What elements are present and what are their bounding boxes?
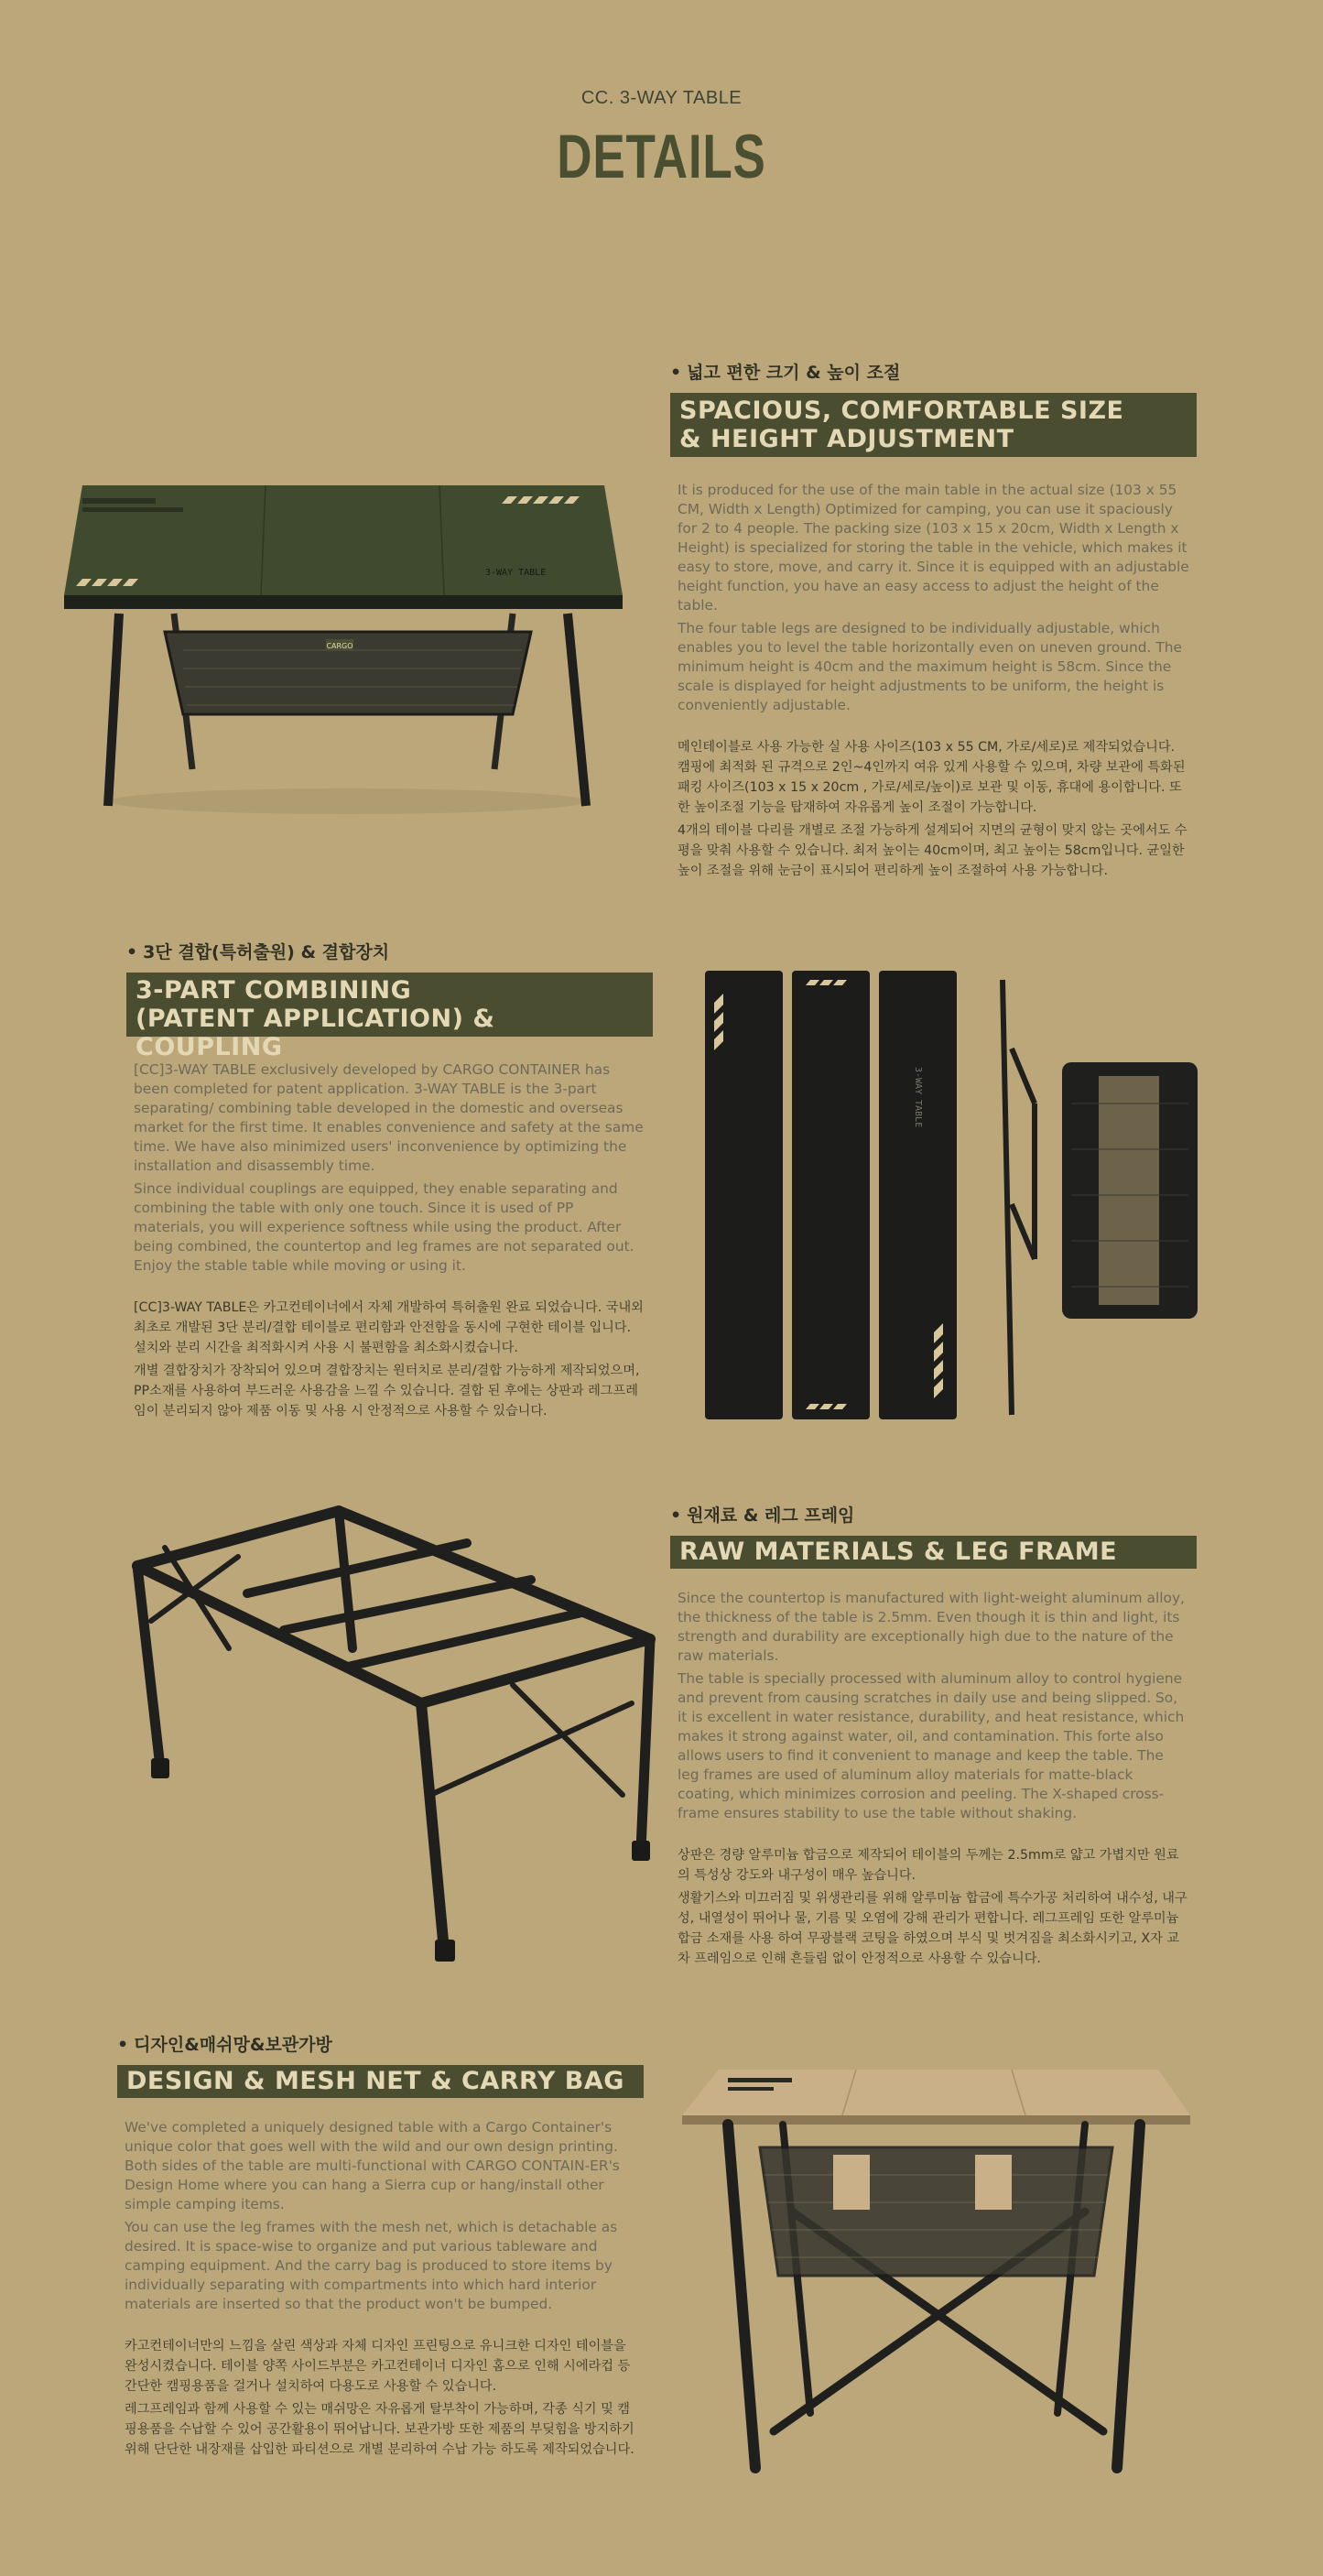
ko-paragraph: 카고컨테이너만의 느낌을 살린 색상과 자체 디자인 프린팅으로 유니크한 디자인 테이블을 완성시켰습니다. 테이블 양쪽 사이드부분은 카고컨테이너 디자인 홈으로 인해 시에라컵 등 간단한 캠핑용품을 걸거나 설치하여 다용도로 사용할 수 있습니다. — [125, 2339, 631, 2394]
en-heading-line: RAW MATERIALS & LEG FRAME — [679, 1538, 1118, 1566]
en-heading-line: 3-PART COMBINING — [136, 976, 412, 1005]
section-en-heading — [126, 973, 653, 1061]
ko-paragraph: 생활기스와 미끄러짐 및 위생관리를 위해 알루미늄 합금에 특수가공 처리하여 내수성, 내구성, 내열성이 뛰어나 물, 기름 및 오염에 강해 관리가 편합니다. 레그프레임 또한 알루미늄 합금 소재를 사용 하여 무광블랙 코팅을 하였으며 부식 및 벗겨짐을 최소화시키고, X자 교차 프레임으로 인해 흔들림 없이 안정적으로 사용할 수 있습니다. — [678, 1891, 1187, 1966]
en-paragraph: [CC]3-WAY TABLE exclusively developed by CARGO CONTAINER has been completed for patent application. 3-WAY TABLE is the 3-part separating/ combining table developed in the domestic and overseas market for the first time. It enables convenience and safety at the same time. We have also minimized users' inconvenience by optimizing the installation and disassembly time. — [134, 1061, 644, 1174]
section-ko-heading: • 원재료 & 레그 프레임 — [670, 1502, 1197, 1527]
section-size-height — [670, 359, 1197, 884]
table-print-text: 3-WAY TABLE — [485, 568, 547, 578]
en-heading-line: & HEIGHT ADJUSTMENT — [679, 425, 1014, 453]
page-subtitle: CC. 3-WAY TABLE — [580, 88, 743, 108]
en-paragraph: The table is specially processed with aluminum alloy to control hygiene and prevent from causing scratches in daily use and being slipped. So, it is excellent in water resistance, durability, and heat resistance, which makes it strong against water, oil, and contamination. This forte also allows users to find it convenient to manage and keep the table. The leg frames are used of aluminum alloy materials for matte-black coating, which minimizes corrosion and peeling. The X-shaped cross-frame ensures stability to use the table without shaking. — [678, 1670, 1185, 1821]
en-paragraph: The four table legs are designed to be individually adjustable, which enables you to level the table horizontally even on uneven ground. The minimum height is 40cm and the maximum height is 58cm. Since the scale is displayed for height adjustments to be uniform, the height is conveniently adjustable. — [678, 620, 1182, 713]
en-heading-line: (PATENT APPLICATION) & COUPLING — [136, 1005, 495, 1061]
en-paragraph: We've completed a uniquely designed table with a Cargo Container's unique color that goes well with the wild and our own design printing. Both sides of the table are multi-functional with CARGO CONTAIN-ER's Design Home where you can hang a Sierra cup or hang/install other simple camping items. — [125, 2119, 620, 2212]
section-en-heading — [670, 393, 1197, 457]
ko-paragraph: 레그프레임과 함께 사용할 수 있는 매쉬망은 자유롭게 탈부착이 가능하며, 각종 식기 및 캠핑용품을 수납할 수 있어 공간활용이 뛰어납니다. 보관가방 또한 제품의 부딪힘을 방지하기 위해 단단한 내장재를 삽입한 파티션으로 개별 분리하여 수납 가능 하도록 제작되었습니다. — [125, 2402, 634, 2457]
en-heading-line: DESIGN & MESH NET & CARRY BAG — [126, 2067, 624, 2095]
sand-table-image — [673, 2065, 1195, 2477]
green-table-image — [55, 476, 641, 824]
panel-print-text: 3-WAY TABLE — [913, 1067, 923, 1128]
en-paragraph: You can use the leg frames with the mesh net, which is detachable as desired. It is space-wise to organize and put various tableware and camping equipment. And the carry bag is produced to store items by individually separating with compartments into which hard interior materials are inserted so that the product won't be bumped. — [125, 2219, 618, 2312]
section-design-mesh-bag — [117, 2031, 644, 2462]
en-paragraph: It is produced for the use of the main table in the actual size (103 x 55 CM, Width x Length) Optimized for camping, you can use it spaciously for 2 to 4 people. The packing size (103 x 15 x 20cm, Width x Length x Height) is specialized for storing the table in the vehicle, which makes it easy to store, move, and carry it. Since it is equipped with an adjustable height function, you have an easy access to adjust the height of the table. — [678, 482, 1189, 614]
ko-paragraph: 상판은 경량 알루미늄 합금으로 제작되어 테이블의 두께는 2.5mm로 얇고 가볍지만 원료의 특성상 강도와 내구성이 매우 높습니다. — [678, 1848, 1179, 1883]
ko-paragraph: 메인테이블로 사용 가능한 실 사용 사이즈(103 x 55 CM, 가로/세로)로 제작되었습니다. 캠핑에 최적화 된 규격으로 2인~4인까지 여유 있게 사용할 수 있으며, 차량 보관에 특화된 패킹 사이즈(103 x 15 x 20cm , 가로/세로/높이)로 보관 및 이동, 휴대에 용이합니다. 또한 높이조절 기능을 탑재하여 자유롭게 높이 조절이 가능합니다. — [678, 740, 1186, 815]
section-en-heading — [117, 2065, 644, 2098]
ko-paragraph: 개별 결합장치가 장착되어 있으며 결합장치는 원터치로 분리/결합 가능하게 제작되었으며, PP소재를 사용하여 부드러운 사용감을 느낄 수 있습니다. 결합 된 후에는 상판과 레그프레임이 분리되지 않아 제품 이동 및 사용 시 안정적으로 사용할 수 있습니다. — [134, 1364, 640, 1418]
leg-frame-image — [110, 1493, 659, 1969]
section-ko-heading: • 넓고 편한 크기 & 높이 조절 — [670, 359, 1197, 384]
section-en-heading — [670, 1536, 1197, 1569]
en-heading-line: SPACIOUS, COMFORTABLE SIZE — [679, 397, 1124, 425]
en-paragraph: Since the countertop is manufactured with light-weight aluminum alloy, the thickness of the table is 2.5mm. Even though it is thin and light, its strength and durability are exceptionally high due to the nature of the raw materials. — [678, 1590, 1185, 1664]
section-ko-heading: • 디자인&매쉬망&보관가방 — [117, 2031, 644, 2056]
ko-paragraph: [CC]3-WAY TABLE은 카고컨테이너에서 자체 개발하여 특허출원 완료 되었습니다. 국내외 최초로 개발된 3단 분리/결합 테이블로 편리함과 안전함을 동시에 구현한 테이블 입니다. 설치와 분리 시간을 최적화시켜 사용 시 불편함을 최소화시켰습니다. — [134, 1300, 644, 1355]
section-ko-heading: • 3단 결합(특허출원) & 결합장치 — [126, 939, 653, 963]
panels-and-bag-image — [696, 966, 1209, 1424]
page-title: DETAILS — [557, 122, 766, 191]
en-paragraph: Since individual couplings are equipped, they enable separating and combining the table with only one touch. Since it is used of PP materials, you will experience softness while using the product. After being combined, the countertop and leg frames are not separated out. Enjoy the stable table while moving or using it. — [134, 1180, 634, 1274]
ko-paragraph: 4개의 테이블 다리를 개별로 조절 가능하게 설계되어 지면의 균형이 맞지 않는 곳에서도 수평을 맞춰 사용할 수 있습니다. 최저 높이는 40cm이며, 최고 높이는 58cm입니다. 균일한 높이 조절을 위해 눈금이 표시되어 편리하게 높이 조절하여 사용 가능합니다. — [678, 823, 1187, 878]
section-3part-combining — [126, 939, 653, 1424]
section-raw-materials — [670, 1502, 1197, 1972]
badge-text: CARGO — [326, 642, 353, 650]
